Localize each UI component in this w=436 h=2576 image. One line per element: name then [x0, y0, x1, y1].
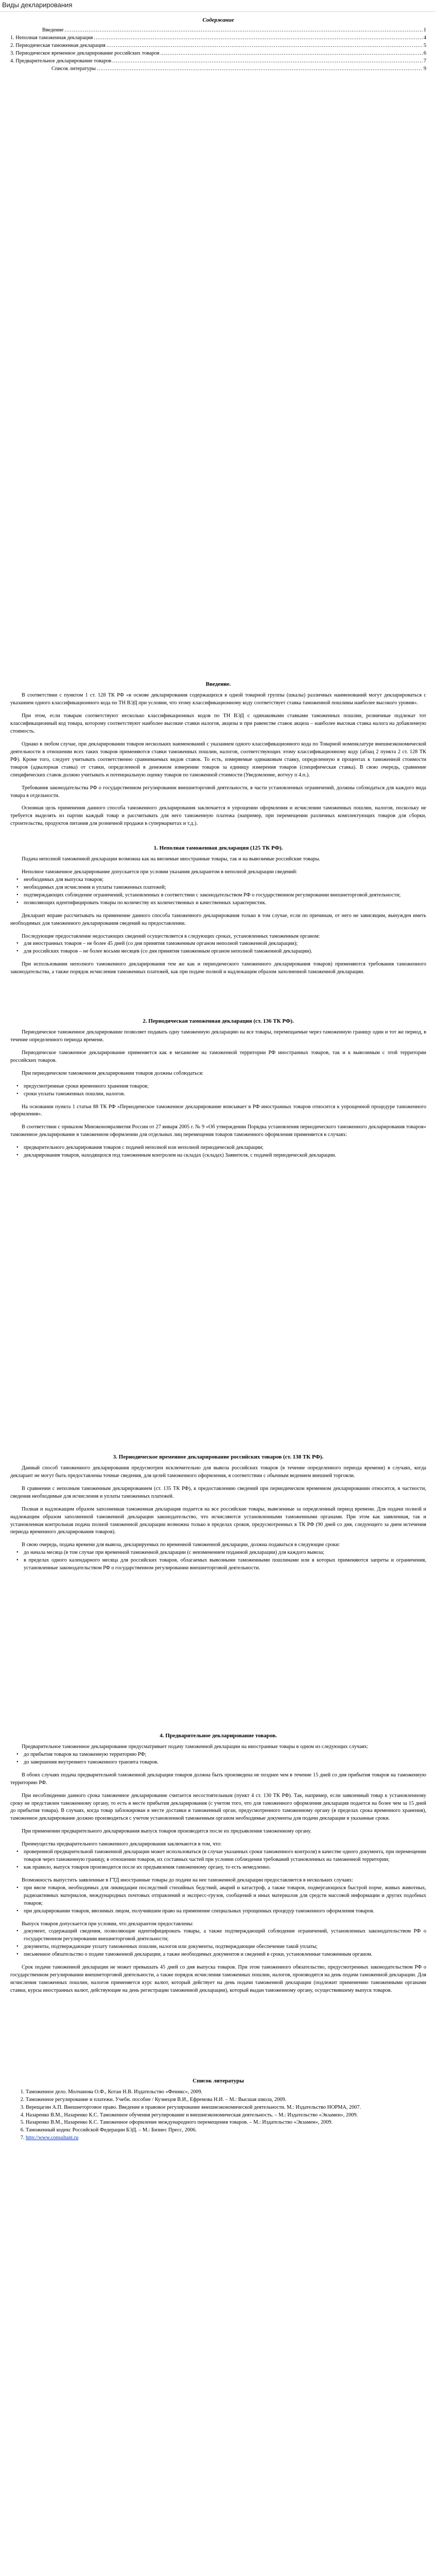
bullet-list — [10, 1144, 426, 1160]
paragraph: Последующие предоставление недостающих сведений осуществляется в следующих сроках, установленных таможенным органом: — [22, 933, 320, 939]
paragraph: При этом, если товарам соответствуют несколько классификационных кодов по ТН ВЭД с одинаковыми ставками таможенных пошлин, розничные подлежат тот классификационный код товара, которому соответствуют наиболее высокие ставки налогов, акцизы и при равенстве ставок акциза – наиболее высокая ставка налога на добавленную стоимость. — [10, 713, 426, 735]
paragraph: Основная цель применения данного способа таможенного декларирования заключается в упрощении оформления и исчислении таможенных пошлин, налогов, поскольку не требуется выделять из партии каждый товар и рассчитывать для него таможенную платежа (например, при перемещении различных комплектующих товаров для сборки, строительства, продуктов питания для розничной продажи в супермаркетах и т.д.). — [10, 805, 426, 827]
section-heading: 2. Периодическая таможенная декларация (ст. 136 ТК РФ). — [143, 1018, 294, 1025]
list-item: • проверенной предварительной таможенной декларации может использоваться (в случае указанных сроки таможенного контроля) в качестве одного документа, при перемещении товаров через таможенную границу, в отношении товаров, их составных частей при условии соблюдения требований установленных на таможенной территории; — [24, 1849, 426, 1864]
list-item: • в пределах одного календарного месяца для российских товаров, облагаемых вывозными таможенными пошлинами или в которых применяются запреты и ограничения, установленные законодательством РФ о государственном регулировании внешнеторговой деятельности. — [24, 1557, 426, 1572]
section-preliminary-declaration — [10, 1732, 426, 1995]
paragraph: В обоих случаях подача предварительной таможенной декларации товаров должна быть произведена не позднее чем в течение 15 дней со дня прибытия товаров на таможенную территорию РФ. — [10, 1772, 426, 1786]
reference-list — [10, 2089, 426, 2142]
paragraph: При несоблюдении данного срока таможенное декларирование считается несостоятельным (пункт 4 ст. 130 ТК РФ). Так, например, если заявленный товар к установленному сроку не представлен таможенному органу, то есть в месте прибытия декларирования (с учетом того, что для таможенного оформления декларация подается на более чем за 15 дней до прибытия товара). В случаях, когда товар заблокирован в месте доставки в таможенный орган, предусмотренного таможенному органу (в пределах срока временного хранения), таможенное декларирование должно производиться с учетом установленной таможенным органом необходимые документы для подачи декларации в указанные сроки. — [10, 1792, 426, 1822]
reference-link[interactable]: http://www.consultant.ru — [26, 2135, 79, 2141]
toc-title: Содержание — [202, 17, 234, 23]
toc-item[interactable]: 1. Неполная таможенная декларация ..... 4 — [10, 35, 426, 42]
paragraph: Неполное таможенное декларирование допускается при условии указания декларантом в неполной декларации сведений: — [22, 869, 298, 875]
section-heading: Список литературы — [193, 2077, 244, 2084]
paragraph: Периодическое таможенное декларирование позволяет подавать одну таможенную декларацию на все товары, перемещаемые через таможенную границу один и тот же период, в течение определенного периода времени. — [10, 1029, 426, 1043]
toc-item[interactable]: Список литературы ..... 9 — [10, 65, 426, 73]
paragraph: В сравнении с неполным таможенным декларированием (ст. 135 ТК РФ), к предоставлению сведений при периодическом временном декларировании относится, в частности, сведения необходимые для исчисления и уплаты таможенных платежей. — [10, 1485, 426, 1499]
list-item: • при ввозе товаров, необходимых для ликвидации последствий стихийных бедствий, аварий и катастроф, а также товаров, подвергающихся быстрой порче, живых животных, радиоактивных материалов, международных почтовых отправлений и экспресс-грузов, сообщений и иных материалов для средств массовой информации и других подобных товаров; — [24, 1885, 426, 1908]
section-heading: 3. Периодическое временное декларирование российских товаров (ст. 138 ТК РФ). — [113, 1454, 324, 1461]
table-of-contents — [10, 16, 426, 73]
section-heading: Введение. — [205, 681, 231, 688]
bullet-list — [10, 1549, 426, 1572]
paragraph: Декларант вправе рассчитывать на применение данного способа таможенного декларирования только в том случае, если по причинам, от него не зависящим, вынужден иметь необходимых для таможенного декларирования сведений на предоставлении. — [10, 912, 426, 926]
paragraph: Возможность выпустить заявленные в ГТД иностранные товары до подачи на нее таможенной декларации предоставляется в нескольких случаях: — [22, 1877, 353, 1883]
toc-item[interactable]: 2. Периодическая таможенная декларация ..... 5 — [10, 42, 426, 50]
list-item: • до начала месяца (в том случае при временной таможенной декларации (с неизменением поданной декларации) для каждого вывоза; — [24, 1549, 426, 1557]
paragraph: Однако в любом случае, при декларировании товаров нескольких наименований с указанием одного классификационного кода по Товарной номенклатуре внешнеэкономической деятельности в отношении всех таких товаров применяются ставки таможенных пошлин, налогов, соответствующих этому классификационному коду (абзац 2 пункта 2 ст. 128 ТК РФ). Кроме того, следует учитывать соответственно сравнимаемых видов ставок. То есть, измеряемые одинаковым ставку, определенную в процентах к таможенной стоимости товаров (адвалорная ставка) от ставки, определенной в денежном измерении товаров за единицу измерения товаров (специфическая ставка). В свою очередь, сравнение специфических ставок должно учитывать и потенциальную оценку товаров по таможенной стоимости (Уведомление, вотчуу п 4.п.). — [10, 741, 426, 778]
paragraph: Периодическое таможенное декларирование применяется как в механизме на таможенной территории РФ иностранных товаров, так и к вывозимым с этой территории российских товаров. — [10, 1049, 426, 1063]
document-body — [10, 16, 426, 2142]
section-heading: 1. Неполная таможенная декларация (125 ТК РФ). — [153, 845, 283, 852]
paragraph: На основании пункта 1 статьи 88 ТК РФ «Периодическое таможенное декларирование вписывает в РФ иностранных товаров относится к упрощенной процедуре таможенного оформления». — [10, 1104, 426, 1117]
bullet-list — [10, 1928, 426, 1959]
list-item: • как правило, выпуск товаров производится после их предъявления таможенному органу, то есть немедленно. — [24, 1864, 426, 1872]
reference-item: 6. Таможенный кодекс Российской Федерации БЭД. – М.: Бизнес Пресс, 2006. — [26, 2127, 426, 2134]
bullet-list — [10, 1751, 426, 1767]
toc-item[interactable]: Введение ..... 1 — [10, 27, 426, 35]
reference-item: 2. Таможенное регулирование и платежи. Учебн. пособие / Кузнецов В.И., Ефремова Н.И. – М.: Высшая школа, 2009. — [26, 2096, 426, 2104]
paragraph: При периодическом таможенном декларировании товаров должны соблюдаться: — [22, 1070, 204, 1076]
list-item: • подтверждающих соблюдение ограничений, установленных в соответствии с законодательством РФ о государственном регулировании внешнеторговой деятельности; — [24, 892, 426, 900]
section-heading: 4. Предварительное декларирование товаров. — [160, 1733, 277, 1739]
list-item: • для иностранных товаров – не более 45 дней (со дня принятия таможенным органом неполной таможенной декларации); — [24, 940, 426, 948]
reference-item: 4. Назаренко В.М., Назаренко К.С. Таможенное обучения регулирование и внешнеэкономическая деятельность. – М.: Издательство «Экзамен», 2009. — [26, 2112, 426, 2120]
bullet-list — [10, 1885, 426, 1916]
reference-item — [26, 2134, 426, 2142]
bullet-list — [10, 876, 426, 907]
section-references — [10, 2077, 426, 2142]
list-item: • сроки уплаты таможенных пошлин, налогов. — [24, 1091, 426, 1098]
section-periodic-declaration — [10, 1018, 426, 1160]
reference-item: 5. Назаренко В.М., Назаренко К.С. Таможенное оформление международного перемещения товаров. – М.: Издательство «Экзамен», 2009. — [26, 2119, 426, 2127]
paragraph: Требования законодательства РФ о государственном регулировании внешнеторговой деятельности, в части установленных ограничений, должны соблюдаться для каждого вида товара в отдельности. — [10, 785, 426, 799]
paragraph: В свою очередь, подача времени для вывоза, декларируемых по временной таможенной декларации, должна подаваться в следующие сроки: — [22, 1542, 340, 1548]
section-incomplete-declaration — [10, 844, 426, 976]
list-item: • декларирования товаров, находящихся под таможенным контролем на складах (складах) Заявителя, с подачей периодической декларации. — [24, 1152, 426, 1160]
reference-item: 1. Таможенное дело. Молчанова О.Ф., Котан Н.В. Издательство «Феникс», 2009. — [26, 2089, 426, 2096]
paragraph: Выпуск товаров допускается при условии, что декларантом предоставлены: — [22, 1921, 194, 1927]
site-header — [0, 0, 436, 12]
toc-item[interactable]: 4. Предварительное декларирование товаров ..... 7 — [10, 58, 426, 65]
paragraph: Полная и надлежащим образом заполненная таможенная декларация подается на все российские товары, вывезенные за определенный период времени. Для подачи полной и надлежащим образом заполненной таможенной декларации законодательство, что исчисляются установленными таможенными органами. При этом как заявленная, так и установленная контрольная подача полной таможенной декларации возможна только в пределах сроков, предусмотренных в ТК РФ (90 дней со дня, следующего за днем истечения периода временного декларирования товаров). — [10, 1506, 426, 1535]
list-item: • письменное обязательство о подаче таможенной декларации, а также необходимых документов и сведений в сроки, установленные таможенным органом. — [24, 1951, 426, 1959]
section-temporary-declaration — [10, 1453, 426, 1572]
toc-item[interactable]: 3. Периодическое временное декларирование российских товаров ..... 6 — [10, 50, 426, 58]
paragraph: При использовании неполного таможенного декларирования тем же как и периодического таможенного декларирования товаров) применяются требования таможенного законодательства, а также порядок исчисления таможенных платежей, как при подаче полной и надлежащим образом заполненной таможенной декларации. — [10, 961, 426, 975]
page-title: Виды декларирования — [2, 1, 73, 9]
paragraph: Преимущества предварительного таможенного декларирования заключаются в том, что: — [22, 1841, 222, 1848]
list-item: • предварительного декларирования товаров с подачей неполной или неполной периодической декларации; — [24, 1144, 426, 1152]
list-item: • позволяющих идентифицировать товары по количеству их количественных и качественных характеристик. — [24, 900, 426, 907]
reference-item: 3. Верещагин А.П. Внешнеторговое право. Введение в правовое регулирование внешнеэкономической деятельности. М.: Издательство НОРМА, 2007. — [26, 2104, 426, 2112]
paragraph: Предварительное таможенное декларирование предусматривает подачу таможенной декларации на иностранные товары в одном из следующих случаях: — [22, 1744, 369, 1750]
list-item: • при декларировании товаров, ввозимых лицом, получившим право на применение специальных упрощенных процедур таможенного оформления товаров. — [24, 1908, 426, 1916]
list-item: • предусмотренные сроки временного хранения товаров; — [24, 1083, 426, 1091]
section-introduction — [10, 681, 426, 828]
list-item: • до прибытия товаров на таможенную территорию РФ; — [24, 1751, 426, 1759]
list-item: • до завершения внутреннего таможенного транзита товаров. — [24, 1759, 426, 1767]
bullet-list — [10, 1083, 426, 1098]
paragraph: В соответствии с пунктом 1 ст. 128 ТК РФ «в основе декларирования содержащихся в одной товарной группы (шкалы) различных наименований могут декларироваться с указанием одного классификационного кода по ТН ВЭД при условии, что этому классификационному коду соответствует ставка таможенной пошлины наиболее высокого уровня». — [10, 692, 426, 706]
list-item: • для российских товаров – не более восьми месяцев (со дня принятия таможенным органом неполной таможенной декларации). — [24, 948, 426, 956]
paragraph: При применении предварительного декларирования выпуск товаров производится после их предъявления таможенному органу. — [22, 1828, 311, 1835]
bullet-list — [10, 940, 426, 956]
list-item: • документы, подтверждающие уплату таможенных пошлин, налогов или документы, подтверждающие обеспечение такой уплаты; — [24, 1943, 426, 1951]
paragraph: Подача неполной таможенной декларации возможна как на ввозимые иностранные товары, так и на вывозимые российские товары. — [22, 856, 321, 862]
paragraph: Данный способ таможенного декларирования предусмотрен исключительно для вывоза российских товаров (в течение определенного периода времени) в случаях, когда декларант не могут быть предоставлены точные сведения, для целей таможенного оформления, в соответствии с обычным ведением внешней торговли. — [10, 1465, 426, 1479]
list-item: • необходимых для выпуска товаров; — [24, 876, 426, 884]
bullet-list — [10, 1849, 426, 1872]
list-item: • необходимых для исчисления и уплаты таможенных платежей; — [24, 884, 426, 892]
paragraph: В соответствии с приказом Минэкономразвития России от 27 января 2005 г. № 9 «Об утверждении Порядка установления периодического таможенного декларирования товаров» таможенное декларирование в таможенном оформлении для отдельных лиц перемещения товаров таможенного оформления применяется в случаях: — [10, 1124, 426, 1138]
paragraph: Срок подачи таможенной декларации не может превышать 45 дней со дня выпуска товаров. При этом таможенного обязательство, предусмотренных законодательством РФ о государственном регулировании внешнеторговой деятельности, а также порядок исчисления таможенных пошлин, налогов, производятся на день подачи таможенной декларации. Для исчисления таможенных пошлин, налогов применяется курс валют, который действует на день подачи таможенной декларации (подлежит применению таможенными органами ставки, курсы иностранных валют, действующие на день регистрации таможенной декларации), который выдан таможенному органу, осуществившему выпуск товаров. — [10, 1964, 426, 1993]
list-item: • документ, содержащий сведения, позволяющие идентифицировать товары, а также подтверждающий соблюдение ограничений, установленных законодательством РФ о государственном регулировании внешнеторговой деятельности; — [24, 1928, 426, 1943]
